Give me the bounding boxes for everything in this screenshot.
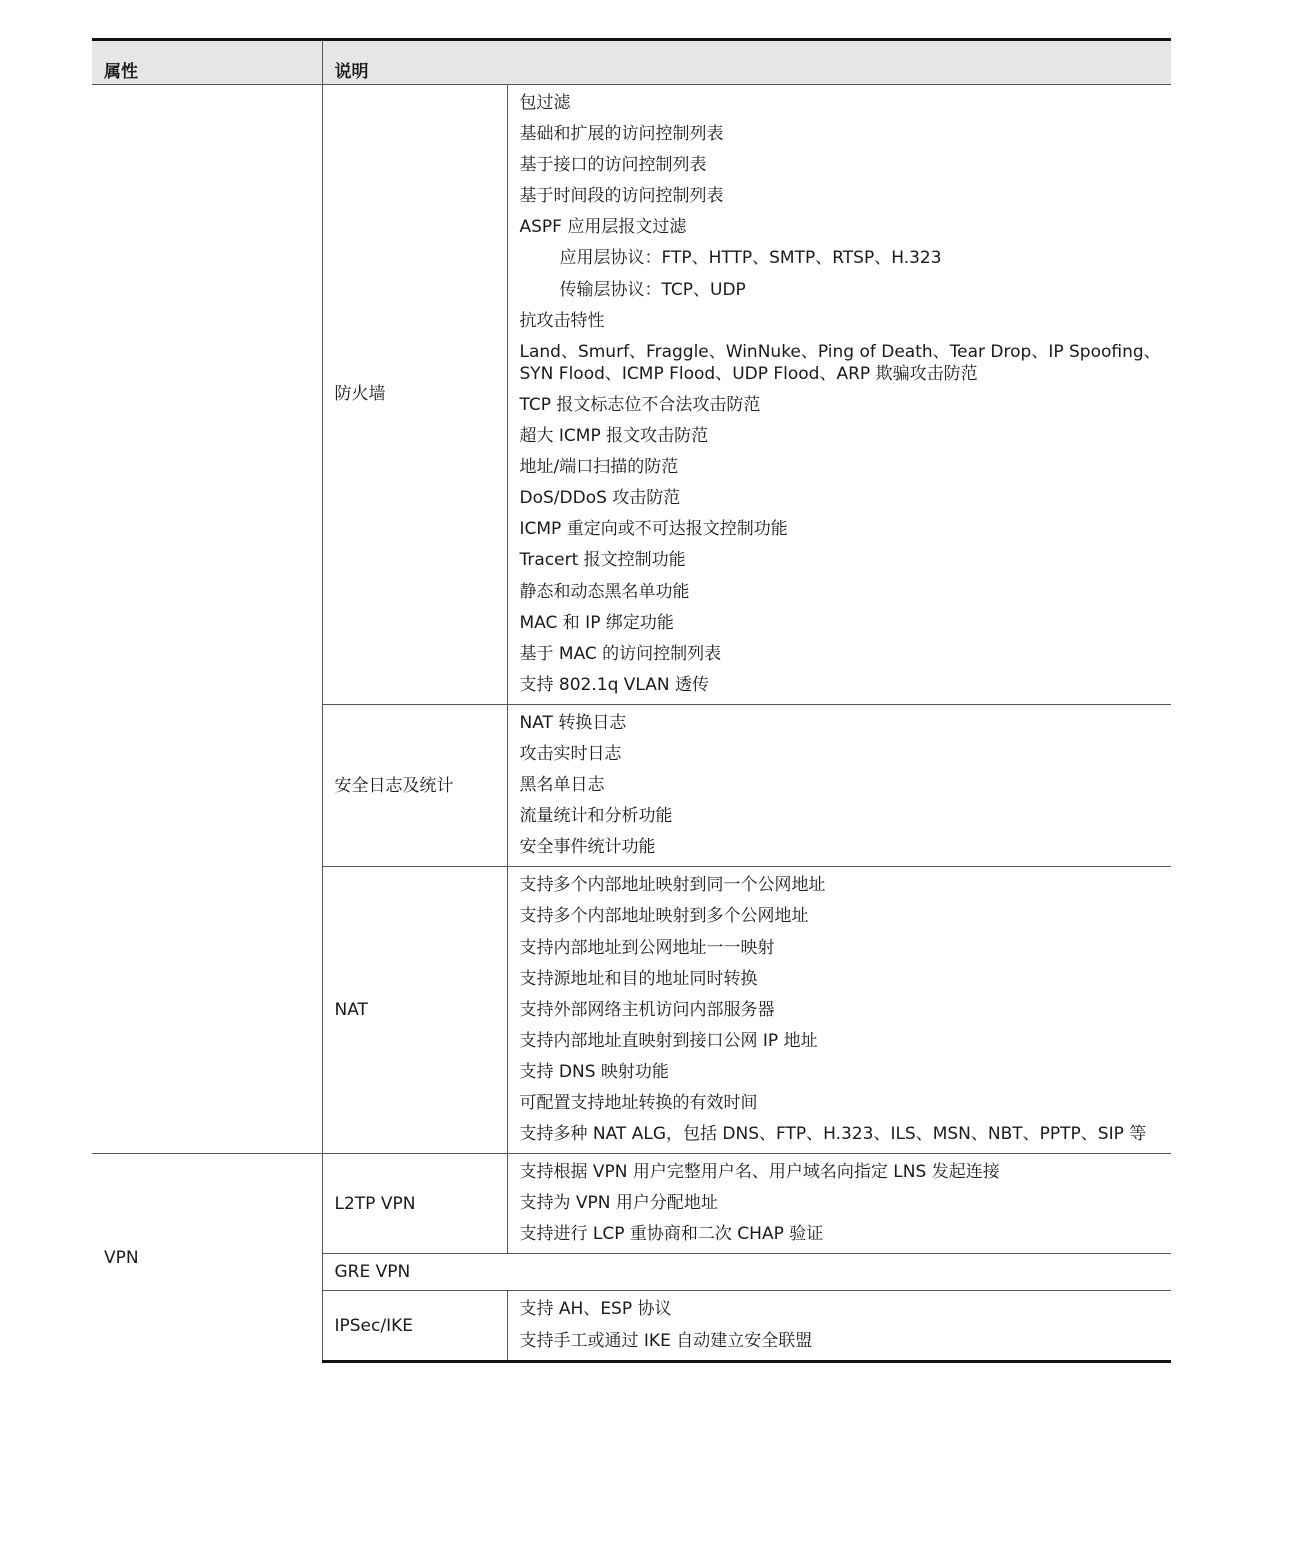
- list-item: DoS/DDoS 攻击防范: [519, 488, 681, 509]
- list-item: NAT 转换日志: [519, 712, 627, 733]
- list-item: 基于接口的访问控制列表: [519, 155, 707, 176]
- list-item: 黑名单日志: [519, 775, 605, 796]
- list-item: TCP 报文标志位不合法攻击防范: [519, 394, 761, 415]
- list-item: 支持 802.1q VLAN 透传: [519, 674, 710, 695]
- category-nat: NAT: [322, 867, 507, 1154]
- category-firewall: 防火墙: [322, 85, 507, 705]
- list-item: 支持根据 VPN 用户完整用户名、用户域名向指定 LNS 发起连接: [519, 1162, 1000, 1183]
- list-item: 地址/端口扫描的防范: [519, 457, 679, 478]
- list-item: 支持 AH、ESP 协议: [519, 1299, 672, 1320]
- list-item: 安全事件统计功能: [519, 837, 656, 858]
- list-ipsec: [520, 1295, 1164, 1357]
- list-item: 支持手工或通过 IKE 自动建立安全联盟: [519, 1330, 813, 1351]
- list-item: 超大 ICMP 报文攻击防范: [519, 426, 709, 447]
- list-nat: [520, 871, 1164, 1151]
- attribute-cell-security: [92, 85, 322, 1154]
- list-item: 可配置支持地址转换的有效时间: [519, 1093, 758, 1113]
- list-item: Land、Smurf、Fraggle、WinNuke、Ping of Death、Tear Drop、IP Spoofing、SYN Flood、ICMP Flood、UDP Flood、ARP 欺骗攻击防范: [519, 341, 1161, 384]
- desc-ipsec: [507, 1291, 1171, 1361]
- list-item: 攻击实时日志: [519, 743, 622, 764]
- spec-table: [92, 38, 1171, 1363]
- header-description: 说明: [322, 40, 1171, 85]
- list-item: 支持多个内部地址映射到多个公网地址: [519, 906, 809, 927]
- list-item: ICMP 重定向或不可达报文控制功能: [519, 519, 788, 540]
- list-item: 支持为 VPN 用户分配地址: [519, 1193, 718, 1214]
- list-security-log: [520, 709, 1164, 864]
- list-item: 支持外部网络主机访问内部服务器: [519, 999, 775, 1020]
- list-item: 支持多种 NAT ALG，包括 DNS、FTP、H.323、ILS、MSN、NBT、PPTP、SIP 等: [519, 1124, 1147, 1145]
- list-item: 支持多个内部地址映射到同一个公网地址: [519, 875, 826, 896]
- desc-l2tp: [507, 1154, 1171, 1254]
- list-item: MAC 和 IP 绑定功能: [519, 612, 674, 633]
- gre-label: GRE VPN: [334, 1262, 411, 1283]
- table-row-l2tp: [92, 1154, 1171, 1254]
- list-item-sub: 传输层协议：TCP、UDP: [559, 279, 746, 300]
- category-security-log: 安全日志及统计: [322, 704, 507, 866]
- list-item: 支持 DNS 映射功能: [519, 1061, 669, 1082]
- desc-security-log: [507, 704, 1171, 866]
- list-firewall: [520, 89, 1164, 702]
- list-item: 基础和扩展的访问控制列表: [519, 124, 724, 145]
- spec-table-container: [92, 38, 1171, 1363]
- list-item: ASPF 应用层报文过滤: [519, 217, 687, 238]
- category-l2tp: L2TP VPN: [322, 1154, 507, 1254]
- desc-nat: [507, 867, 1171, 1154]
- table-header-row: [92, 40, 1171, 85]
- list-item: 支持内部地址到公网地址一一映射: [519, 937, 775, 958]
- list-item: 基于时间段的访问控制列表: [519, 186, 724, 207]
- list-item: 支持源地址和目的地址同时转换: [519, 968, 758, 989]
- list-item-sub: 应用层协议：FTP、HTTP、SMTP、RTSP、H.323: [559, 248, 942, 269]
- table-row-firewall: [92, 85, 1171, 705]
- category-gre: [322, 1254, 1171, 1291]
- category-ipsec: IPSec/IKE: [322, 1291, 507, 1361]
- list-l2tp: [520, 1158, 1164, 1251]
- header-attribute: 属性: [92, 40, 322, 85]
- list-item: Tracert 报文控制功能: [519, 550, 686, 571]
- desc-firewall: [507, 85, 1171, 705]
- list-item: 抗攻击特性: [519, 310, 605, 331]
- list-item: 包过滤: [519, 93, 571, 113]
- list-item: 支持内部地址直映射到接口公网 IP 地址: [519, 1030, 818, 1051]
- list-item: 基于 MAC 的访问控制列表: [519, 643, 722, 664]
- attribute-vpn: VPN: [92, 1154, 322, 1361]
- gre-label-wrap: [335, 1254, 1172, 1290]
- list-item: 静态和动态黑名单功能: [519, 581, 690, 602]
- list-item: 流量统计和分析功能: [519, 806, 673, 827]
- list-item: 支持进行 LCP 重协商和二次 CHAP 验证: [519, 1224, 824, 1245]
